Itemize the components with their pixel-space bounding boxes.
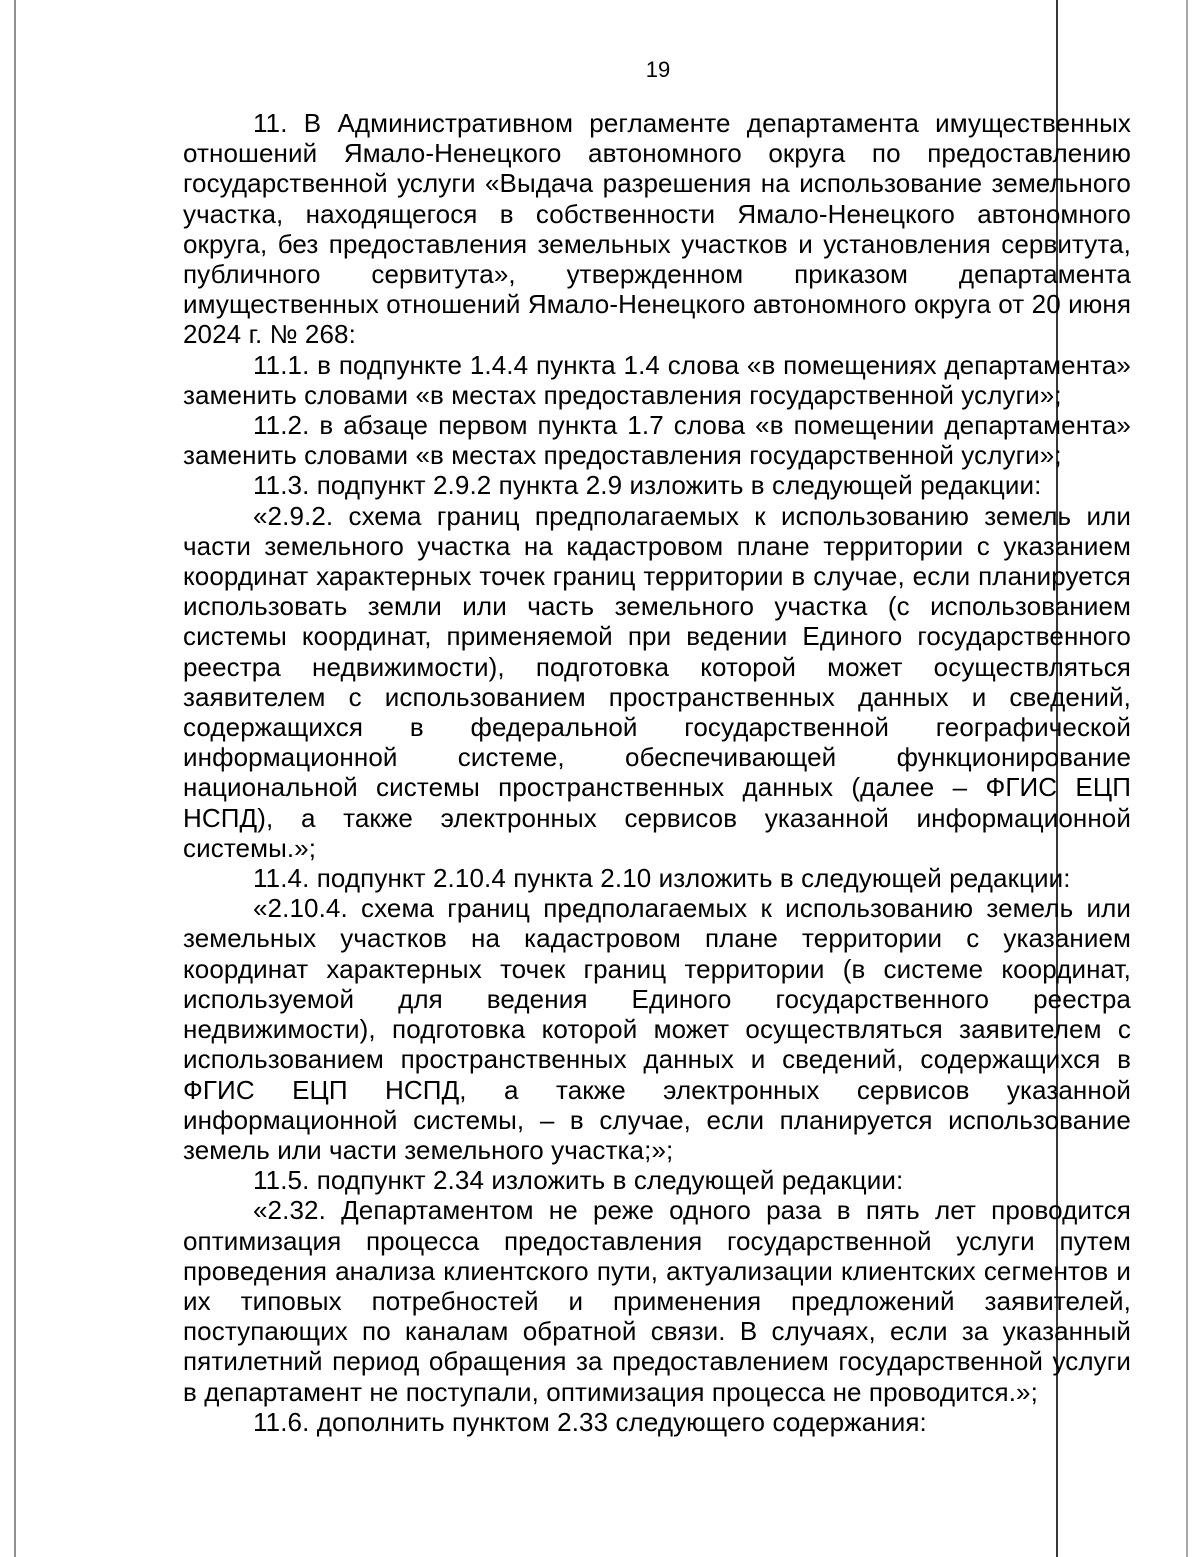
paragraph-2-32-quote: «2.32. Департаментом не реже одного раза в пять лет проводится оптимизация процесса предоставления государственной услуги путем проведения анализа клиентского пути, актуализации клиентских сегментов и их типовых потребностей и применения предложений заявителей, поступающих по каналам обратной связи. В случаях, если за указанный пятилетний период обращения за предоставлением государственной услуги в департамент не поступали, оптимизация процесса не проводится.»; xyxy=(183,1195,1131,1407)
page-number: 19 xyxy=(645,57,671,82)
paragraph-11-4: 11.4. подпункт 2.10.4 пункта 2.10 изложить в следующей редакции: xyxy=(253,863,1071,894)
document-body xyxy=(183,108,1131,1437)
scan-right-edge xyxy=(1186,0,1188,1557)
paragraph-11-3: 11.3. подпункт 2.9.2 пункта 2.9 изложить в следующей редакции: xyxy=(253,470,1042,501)
paragraph-11-6: 11.6. дополнить пунктом 2.33 следующего содержания: xyxy=(253,1406,927,1437)
paragraph-11-1: 11.1. в подпункте 1.4.4 пункта 1.4 слова «в помещениях департамента» заменить словами «в местах предоставления государственной услуги»; xyxy=(183,349,1131,410)
scan-left-edge xyxy=(14,0,16,1557)
paragraph-11-5: 11.5. подпункт 2.34 изложить в следующей редакции: xyxy=(253,1165,904,1196)
paragraph-2-9-2-quote: «2.9.2. схема границ предполагаемых к использованию земель или части земельного участка на кадастровом плане территории с указанием координат характерных точек границ территории в случае, если планируется использовать земли или часть земельного участка (с использованием системы координат, применяемой при ведении Единого государственного реестра недвижимости), подготовка которой может осуществляться заявителем с использованием пространственных данных и сведений, содержащихся в федеральной государственной географической информационной системе, обеспечивающей функционирование национальной системы пространственных данных (далее – ФГИС ЕЦП НСПД), а также электронных сервисов указанной информационной системы.»; xyxy=(183,500,1131,863)
paragraph-2-10-4-quote: «2.10.4. схема границ предполагаемых к использованию земель или земельных участков на кадастровом плане территории с указанием координат характерных точек границ территории (в системе координат, используемой для ведения Единого государственного реестра недвижимости), подготовка которой может осуществляться заявителем с использованием пространственных данных и сведений, содержащихся в ФГИС ЕЦП НСПД, а также электронных сервисов указанной информационной системы, – в случае, если планируется использование земель или части земельного участка;»; xyxy=(183,893,1131,1165)
paragraph-11: 11. В Административном регламенте департамента имущественных отношений Ямало-Ненецкого автономного округа по предоставлению государственной услуги «Выдача разрешения на использование земельного участка, находящегося в собственности Ямало-Ненецкого автономного округа, без предоставления земельных участков и установления сервитута, публичного сервитута», утвержденном приказом департамента имущественных отношений Ямало-Ненецкого автономного округа от 20 июня 2024 г. № 268: xyxy=(183,108,1131,350)
paragraph-11-2: 11.2. в абзаце первом пункта 1.7 слова «в помещении департамента» заменить словами «в местах предоставления государственной услуги»; xyxy=(183,410,1131,471)
